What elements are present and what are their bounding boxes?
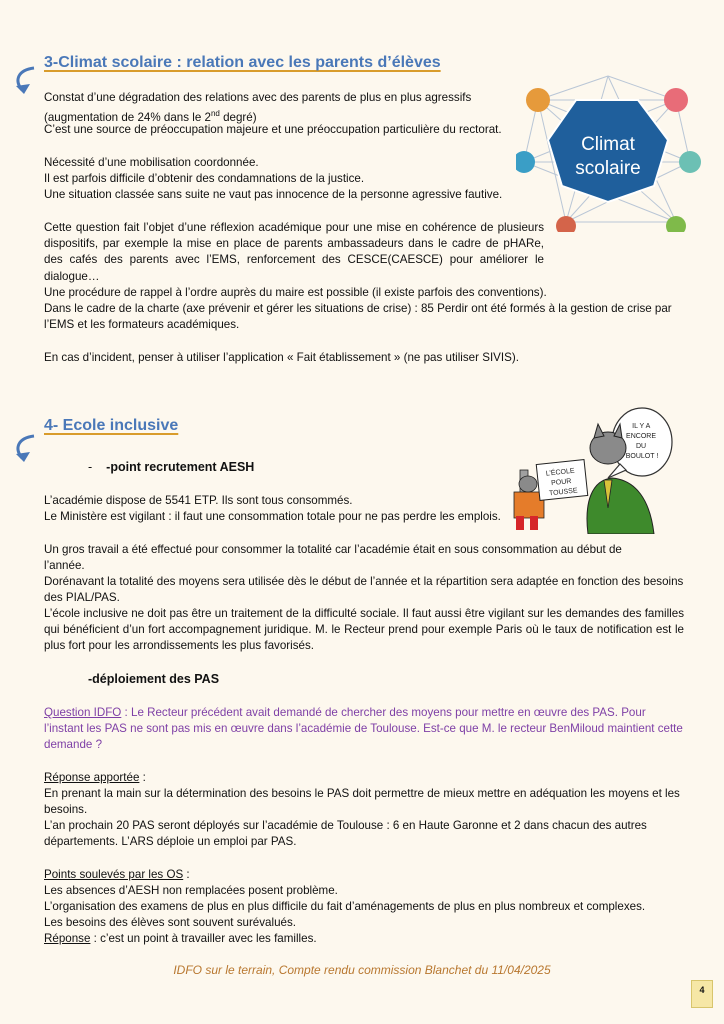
os-paragraph-2: L’organisation des examens de plus en plus difficile du fait d’aménagements de plus en plus nombreux et complexes. <box>44 900 646 913</box>
reponse-line: Réponse : c’est un point à travailler avec les familles. <box>44 932 317 945</box>
s3-paragraph-3: Nécessité d’une mobilisation coordonnée. <box>44 156 259 169</box>
cartoon-cat-illustration <box>508 404 674 534</box>
svg-text:IL Y A ENCORE DU: IL Y A ENCORE DU BOULOT ! <box>625 423 659 460</box>
curved-arrow-icon <box>10 64 42 100</box>
answer-label: Réponse apportée : <box>44 771 146 784</box>
page-number: 4 <box>691 980 713 1008</box>
blue-dot-icon <box>516 151 535 173</box>
answer-paragraph-2: L’an prochain 20 PAS seront déployés sur l’académie de Toulouse : 6 en Haute Garonne et 2 dans chacun des autres départements. L’ARS déploie un emploi par PAS. <box>44 819 647 849</box>
s4-paragraph-3: Un gros travail a été effectué pour consommer la totalité car l’académie était en sous consommation au début de l’année. <box>44 543 622 573</box>
footer-text: IDFO sur le terrain, Compte rendu commission Blanchet du 11/04/2025 <box>173 963 551 977</box>
orange-dot-icon <box>526 88 550 112</box>
os-paragraph-3: Les besoins des élèves sont souvent surévalués. <box>44 916 296 929</box>
s3-paragraph-9: En cas d’incident, penser à utiliser l’application « Fait établissement » (ne pas utiliser SIVIS). <box>44 351 519 364</box>
sub-heading-deploiement: -déploiement des PAS <box>88 672 220 686</box>
s3-paragraph-7: Une procédure de rappel à l’ordre auprès du maire est possible (il existe parfois des conventions). <box>44 286 547 299</box>
s4-paragraph-2: Le Ministère est vigilant : il faut une consommation totale pour ne pas perdre les emplois. <box>44 510 501 523</box>
section-3-heading: 3-Climat scolaire : relation avec les parents d’élèves <box>44 54 441 71</box>
os-label: Points soulevés par les OS : <box>44 868 190 881</box>
graphic-label-scolaire: scolaire <box>575 158 641 179</box>
svg-text:L’ÉCOLE POUR TOUSS: L’ÉCOLE POUR TOUSSE <box>545 467 578 498</box>
curved-arrow-icon <box>10 432 42 468</box>
answer-paragraph-1: En prenant la main sur la détermination des besoins le PAS doit permettre de mieux mettre en adéquation les moyens et les besoins. <box>44 787 680 817</box>
climat-scolaire-graphic <box>516 70 702 232</box>
sub-heading-recrutement: - -point recrutement AESH <box>88 460 255 474</box>
s3-paragraph-8: Dans le cadre de la charte (axe prévenir et gérer les situations de crise) : 85 Perdir ont été formés à la gestion de crise par l’EMS et les formateurs académiques. <box>44 302 672 332</box>
s4-paragraph-4: Dorénavant la totalité des moyens sera utilisée dès le début de l’année et la répartition sera adaptée en fonction des besoins des PIAL/PAS. <box>44 575 684 605</box>
teal-dot-icon <box>679 151 701 173</box>
s3-paragraph-2: C’est une source de préoccupation majeure et une préoccupation particulière du rectorat. <box>44 123 502 136</box>
green-dot-icon <box>666 216 686 232</box>
question-idfo: Question IDFO : Le Recteur précédent avait demandé de chercher des moyens pour mettre en œuvre des PAS. Pour l’instant les PAS ne sont pas mis en œuvre dans l’académie de Toulouse. Est-ce que M. le recteur BenMiloud maintient cette demande ? <box>44 706 683 752</box>
s4-paragraph-1: L’académie dispose de 5541 ETP. Ils sont tous consommés. <box>44 494 353 507</box>
os-paragraph-1: Les absences d’AESH non remplacées posent problème. <box>44 884 338 897</box>
s4-paragraph-5: L’école inclusive ne doit pas être un traitement de la difficulté sociale. Il faut aussi être vigilant sur les demandes des familles qui bénéficient d’un fort accompagnement juridique. M. le Recteur prend pour exemple Paris où le taux de notification est le plus fort pour les arrondissements les plus favorisés. <box>44 607 684 653</box>
s3-paragraph-4: Il est parfois difficile d’obtenir des condamnations de la justice. <box>44 172 365 185</box>
section-4-heading: 4- Ecole inclusive <box>44 417 179 434</box>
s3-paragraph-6: Cette question fait l’objet d’une réflexion académique pour une mise en cohérence de plusieurs dispositifs, par exemple la mise en place de parents ambassadeurs dans le cadre de pHARe, des cafés des parents avec l’EMS, renforcement des CESCE(CAESCE) pour améliorer le dialogue… <box>44 221 544 283</box>
s3-paragraph-1: Constat d’une dégradation des relations avec des parents de plus en plus agressifs (augmentation de 24% dans le 2nd degré) <box>44 91 472 125</box>
s3-paragraph-5: Une situation classée sans suite ne vaut pas innocence de la personne agressive fautive. <box>44 188 503 201</box>
pink-dot-icon <box>664 88 688 112</box>
graphic-label-climat: Climat <box>581 134 635 155</box>
